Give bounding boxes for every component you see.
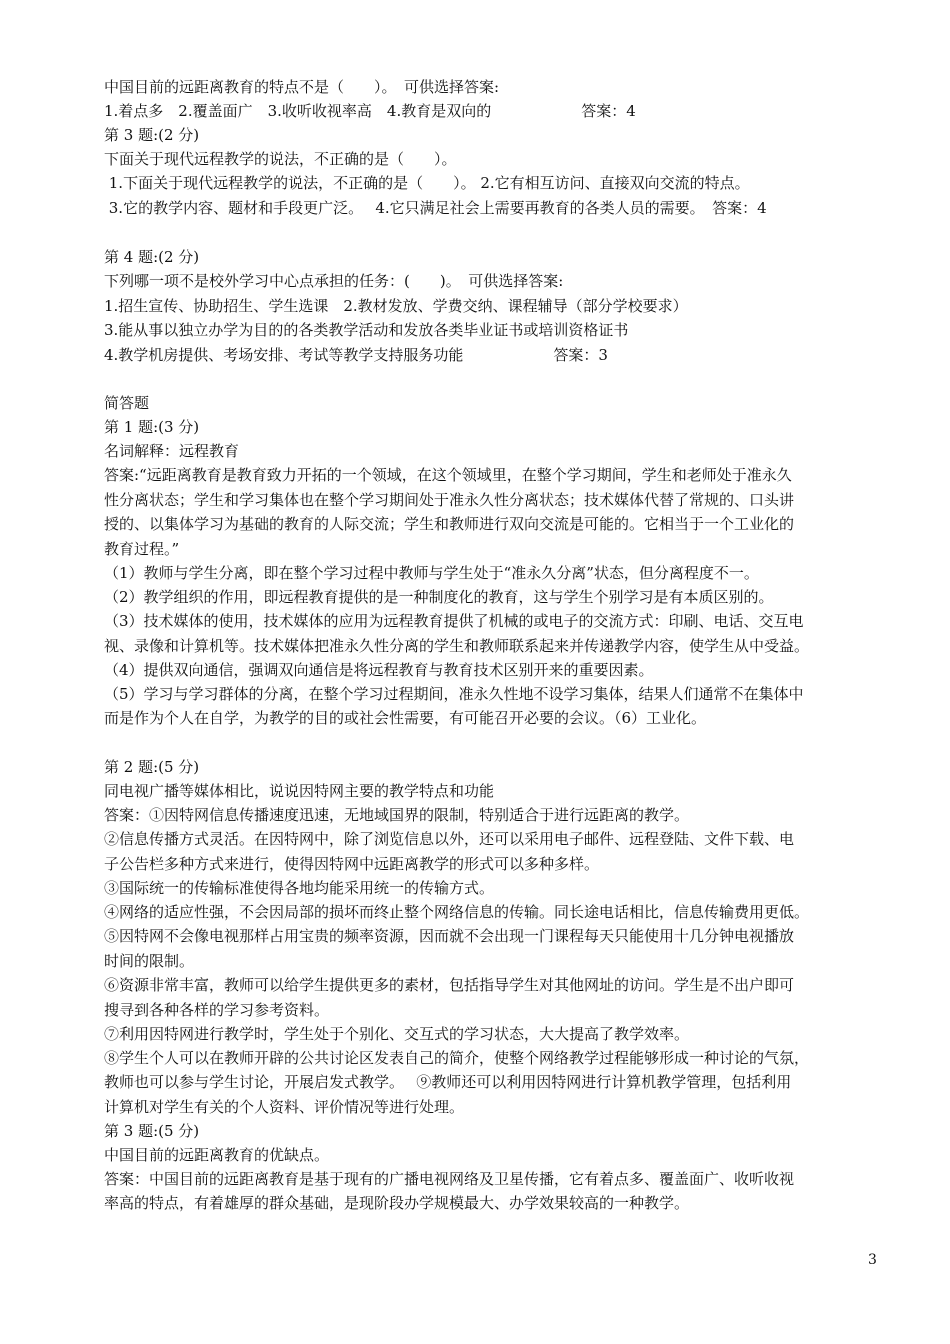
text-line: 计算机对学生有关的个人资料、评价情况等进行处理。	[104, 1098, 465, 1116]
text-line: 中国目前的远距离教育的优缺点。	[104, 1146, 330, 1164]
text-line: （5）学习与学习群体的分离，在整个学习过程期间，准永久性地不设学习集体，结果人们通常不在集体中	[104, 685, 804, 703]
text-line: 下列哪一项不是校外学习中心点承担的任务：( )。 可供选择答案:	[104, 272, 564, 290]
text-line: 第 4 题:(2 分)	[104, 248, 200, 266]
text-line: ⑦利用因特网进行教学时，学生处于个别化、交互式的学习状态，大大提高了教学效率。	[104, 1025, 690, 1043]
text-line: 第 3 题:(2 分)	[104, 126, 200, 144]
text-line: （1）教师与学生分离，即在整个学习过程中教师与学生处于“准永久分离”状态，但分离程度不一。	[104, 564, 759, 582]
text-line: 下面关于现代远程教学的说法，不正确的是（ ）。	[104, 150, 457, 168]
text-line: （3）技术媒体的使用，技术媒体的应用为远程教育提供了机械的或电子的交流方式：印刷、电话、交互电	[104, 612, 804, 630]
text-line: （4）提供双向通信，强调双向通信是将远程教育与教育技术区别开来的重要因素。	[104, 661, 654, 679]
text-line: 3.它的教学内容、题材和手段更广泛。 4.它只满足社会上需要再教育的各类人员的需要。 答案：4	[104, 199, 767, 217]
text-line: 率高的特点，有着雄厚的群众基础，是现阶段办学规模最大、办学效果较高的一种教学。	[104, 1194, 690, 1212]
text-line: ②信息传播方式灵活。在因特网中，除了浏览信息以外，还可以采用电子邮件、远程登陆、文件下载、电	[104, 830, 795, 848]
text-line: 而是作为个人在自学，为教学的目的或社会性需要，有可能召开必要的会议。（6）工业化。	[104, 709, 707, 727]
text-line: 答案：中国目前的远距离教育是基于现有的广播电视网络及卫星传播，它有着点多、覆盖面广、收听收视	[104, 1170, 795, 1188]
text-line: 4.教学机房提供、考场安排、考试等教学支持服务功能 答案：3	[104, 346, 608, 364]
text-line: 名词解释：远程教育	[104, 442, 240, 460]
text-line: 3.能从事以独立办学为目的的各类教学活动和发放各类毕业证书或培训资格证书	[104, 321, 629, 339]
text-line: 授的、以集体学习为基础的教育的人际交流；学生和教师进行双向交流是可能的。它相当于一个工业化的	[104, 515, 795, 533]
text-line: ④网络的适应性强，不会因局部的损坏而终止整个网络信息的传输。同长途电话相比，信息传输费用更低。	[104, 903, 810, 921]
text-line: 答案：①因特网信息传播速度迅速，无地域国界的限制，特别适合于进行远距离的教学。	[104, 806, 690, 824]
text-line: 答案:“远距离教育是教育致力开拓的一个领域，在这个领域里，在整个学习期间，学生和老师处于准永久	[104, 466, 792, 484]
text-line: 中国目前的远距离教育的特点不是（ ）。 可供选择答案:	[104, 78, 500, 96]
text-line: 简答题	[104, 394, 150, 412]
text-line: 性分离状态；学生和学习集体也在整个学习期间处于准永久性分离状态；技术媒体代替了常规的、口头讲	[104, 491, 795, 509]
text-line: 同电视广播等媒体相比，说说因特网主要的教学特点和功能	[104, 782, 495, 800]
page-number: 3	[868, 1252, 877, 1268]
text-line: 1.下面关于现代远程教学的说法，不正确的是（ ）。 2.它有相互访问、直接双向交流的特点。	[104, 174, 750, 192]
text-line: 1.招生宣传、协助招生、学生选课 2.教材发放、学费交纳、课程辅导（部分学校要求）	[104, 297, 688, 315]
text-line: 教师也可以参与学生讨论，开展启发式教学。 ⑨教师还可以利用因特网进行计算机教学管理，包括利用	[104, 1073, 792, 1091]
text-line: ⑤因特网不会像电视那样占用宝贵的频率资源，因而就不会出现一门课程每天只能使用十几分钟电视播放	[104, 927, 795, 945]
text-line: 教育过程。”	[104, 540, 180, 558]
text-line: ③国际统一的传输标准使得各地均能采用统一的传输方式。	[104, 879, 495, 897]
text-line: 第 1 题:(3 分)	[104, 418, 200, 436]
text-line: 子公告栏多种方式来进行，使得因特网中远距离教学的形式可以多种多样。	[104, 855, 600, 873]
text-line: 视、录像和计算机等。技术媒体把准永久性分离的学生和教师联系起来并传递教学内容，使学生从中受益。	[104, 637, 810, 655]
text-line: 第 3 题:(5 分)	[104, 1122, 200, 1140]
text-line: 搜寻到各种各样的学习参考资料。	[104, 1001, 330, 1019]
text-line: 第 2 题:(5 分)	[104, 758, 200, 776]
text-line: 时间的限制。	[104, 952, 195, 970]
text-line: ⑧学生个人可以在教师开辟的公共讨论区发表自己的简介，使整个网络教学过程能够形成一种讨论的气氛，	[104, 1049, 810, 1067]
text-line: ⑥资源非常丰富，教师可以给学生提供更多的素材，包括指导学生对其他网址的访问。学生是不出户即可	[104, 976, 795, 994]
text-line: 1.着点多 2.覆盖面广 3.收听收视率高 4.教育是双向的 答案：4	[104, 102, 636, 120]
text-line: （2）教学组织的作用，即远程教育提供的是一种制度化的教育，这与学生个别学习是有本质区别的。	[104, 588, 774, 606]
